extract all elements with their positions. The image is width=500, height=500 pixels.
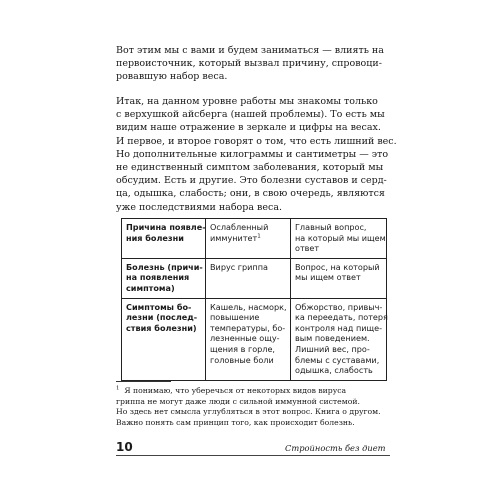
- paragraph-1: [116, 44, 390, 84]
- cell-line: Вирус гриппа: [210, 261, 268, 272]
- cell-line: Болезнь (причи-: [126, 261, 203, 272]
- cell-line: иммунитет: [210, 232, 258, 243]
- cell-line: головные боли: [210, 354, 274, 365]
- paragraph-line: Вот этим мы с вами и будем заниматься — влиять на: [116, 45, 384, 56]
- table-cell: [206, 298, 291, 380]
- footnote-separator: [116, 381, 171, 382]
- footer-rule: [116, 455, 390, 456]
- paragraph-line: с верхушкой айсберга (нашей проблемы). То есть мы: [116, 109, 385, 121]
- table-cell: [291, 219, 387, 259]
- cell-line: Вопрос, на который: [295, 261, 380, 272]
- row-header-cell: [122, 298, 206, 380]
- cell-line: ответ: [295, 243, 320, 254]
- cell-line: ния болезни: [126, 232, 184, 243]
- paragraph-line: первоисточник, который вызвал причину, спровоци-: [116, 58, 382, 70]
- running-head: Стройность без диет: [285, 443, 386, 453]
- cell-line: ствия болезни): [126, 322, 197, 333]
- table-row: [122, 298, 387, 380]
- cell-line: повышение: [210, 312, 260, 323]
- page-number: 10: [116, 440, 133, 454]
- footnote-text: Я понимаю, что уберечься от некоторых видов вируса: [124, 386, 347, 395]
- paragraph-line: обсудим. Есть и другие. Это болезни суставов и серд-: [116, 175, 387, 187]
- cell-line: на появления: [126, 272, 190, 283]
- cell-line: Лишний вес, про-: [295, 343, 370, 354]
- table-row: [122, 219, 387, 259]
- row-header-cell: [122, 219, 206, 259]
- cell-line: Обжорство, привыч-: [295, 301, 383, 312]
- cell-line: одышка, слабость: [295, 365, 373, 376]
- footnote-marker: 1: [116, 385, 120, 392]
- paragraph-line: не единственный симптом заболевания, который мы: [116, 162, 384, 174]
- footnote-line: Важно понять сам принцип того, как происходит болезнь.: [116, 417, 355, 427]
- paragraph-line: ровавшую набор веса.: [116, 71, 228, 83]
- cell-line: симптома): [126, 282, 175, 293]
- paragraph-line: уже последствиями набора веса.: [116, 201, 283, 213]
- paragraph-line: Итак, на данном уровне работы мы знакомы только: [116, 96, 378, 107]
- footnote-ref: 1: [257, 232, 261, 239]
- paragraph-2: [116, 95, 397, 214]
- paragraph-line: видим наше отражение в зеркале и цифры на весах.: [116, 122, 381, 134]
- table-cell: [291, 298, 387, 380]
- cell-line: Причина появле-: [126, 222, 206, 232]
- paragraph-line: И первое, и второе говорят о том, что есть лишний вес.: [116, 135, 397, 147]
- cell-line: ка переедать, потеря: [295, 312, 388, 323]
- table-cell: [206, 258, 291, 298]
- table-row: [122, 258, 387, 298]
- cell-line: Главный вопрос,: [295, 222, 367, 232]
- cell-line: мы ищем ответ: [295, 272, 361, 283]
- cell-line: Кашель, насморк,: [210, 301, 287, 312]
- table-cell: [291, 258, 387, 298]
- cell-line: температуры, бо-: [210, 322, 286, 333]
- footnote: [116, 386, 391, 428]
- cell-line-with-footnote: [210, 233, 286, 244]
- cell-line: Ослабленный: [210, 222, 269, 232]
- footnote-line: [116, 386, 391, 397]
- cell-line: лезни (послед-: [126, 312, 198, 323]
- cell-line: Симптомы бо-: [126, 301, 192, 312]
- paragraph-line: ца, одышка, слабость; они, в свою очередь, являются: [116, 188, 385, 200]
- paragraph-line: Но дополнительные килограммы и сантиметры — это: [116, 148, 389, 160]
- cell-line: на который мы ищем: [295, 232, 386, 243]
- row-header-cell: [122, 258, 206, 298]
- cell-line: щения в горле,: [210, 343, 276, 354]
- footnote-line: гриппа не могут даже люди с сильной иммунной системой.: [116, 396, 360, 406]
- footnote-line: Но здесь нет смысла углубляться в этот вопрос. Книга о другом.: [116, 407, 381, 417]
- table-cell: [206, 219, 291, 259]
- cell-line: блемы с суставами,: [295, 354, 380, 365]
- cell-line: лезненные ощу-: [210, 333, 280, 344]
- cell-line: вым поведением.: [295, 333, 370, 344]
- cell-line: контроля над пище-: [295, 322, 383, 333]
- cause-symptom-table: [121, 218, 387, 381]
